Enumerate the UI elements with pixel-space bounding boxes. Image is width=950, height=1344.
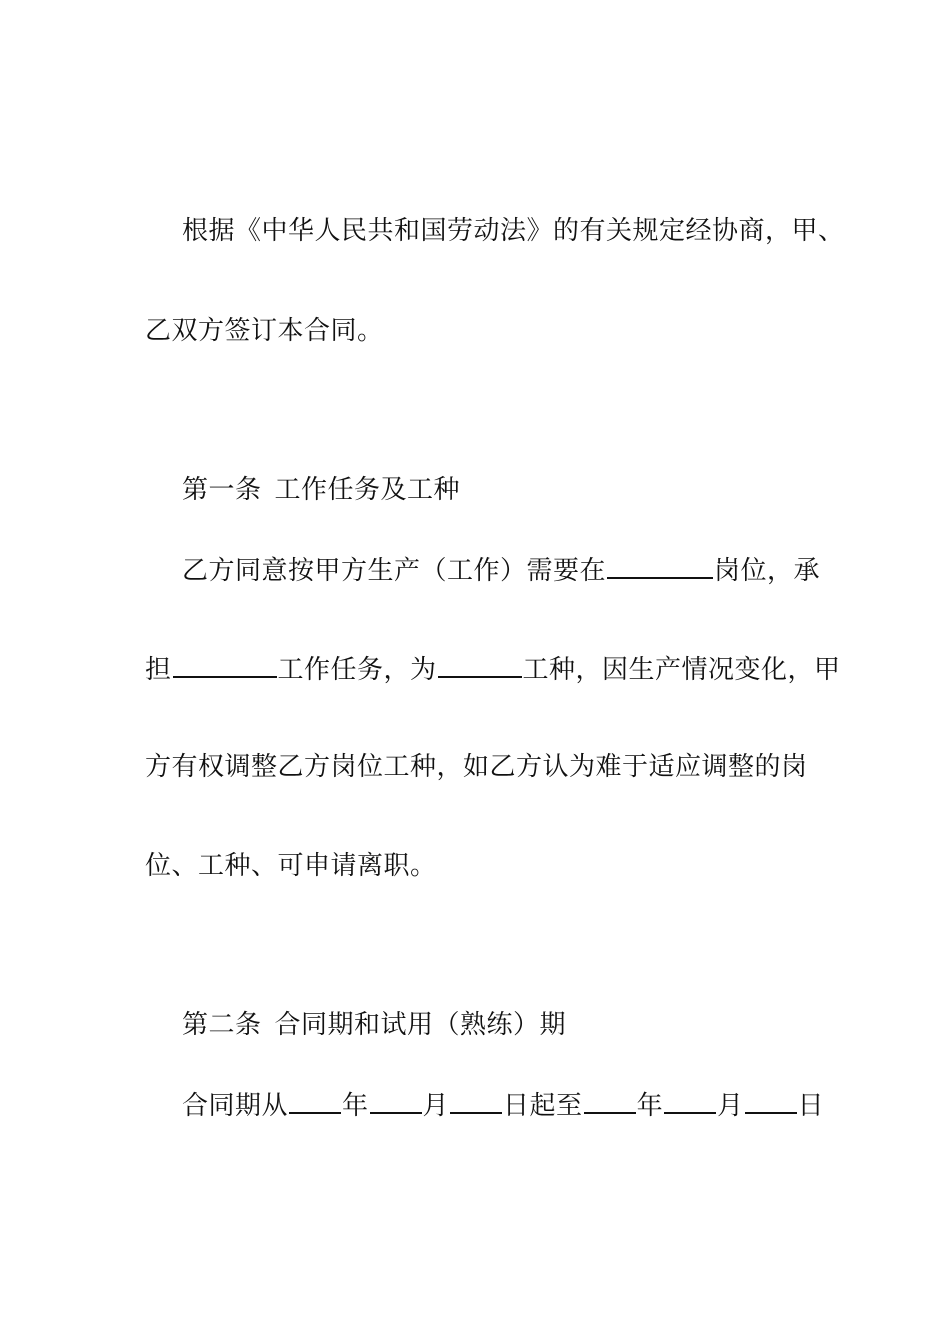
month-label: 月 [422,1091,450,1121]
day-from-label: 日起至 [503,1091,583,1121]
article1-text-2b: 工作任务，为 [277,655,437,685]
article1-text-2c: 工种，因生产情况变化，甲 [522,655,841,685]
year-label: 年 [342,1091,369,1121]
article2-number: 第二条 [182,1010,262,1040]
day-label: 日 [797,1091,825,1121]
article1-line-3 [145,750,808,784]
intro-line-2 [145,314,384,348]
intro-text-1: 根据《中华人民共和国劳动法》的有关规定经协商，甲、 [182,216,845,246]
article2-title: 合同期和试用（熟练）期 [274,1010,567,1040]
article1-line-1 [182,551,820,588]
month-label-2: 月 [717,1091,744,1121]
start-month-blank-field[interactable] [370,1086,422,1114]
start-day-blank-field[interactable] [450,1086,502,1114]
article1-number: 第一条 [182,475,262,505]
article1-title: 工作任务及工种 [274,475,461,505]
article1-text-4: 位、工种、可申请离职。 [145,851,437,881]
end-day-blank-field[interactable] [745,1086,797,1114]
year-label-2: 年 [636,1091,664,1121]
article1-heading [182,473,460,507]
article2-line-1 [182,1086,824,1123]
article1-line-4 [145,849,437,883]
contract-period-label: 合同期从 [182,1091,289,1121]
intro-text-2: 乙双方签订本合同。 [145,316,384,346]
end-month-blank-field[interactable] [664,1086,716,1114]
article1-line-2 [145,650,841,687]
job-type-blank-field[interactable] [438,650,522,678]
article1-text-1a: 乙方同意按甲方生产（工作）需要在 [182,556,607,586]
end-year-blank-field[interactable] [584,1086,636,1114]
article1-text-3: 方有权调整乙方岗位工种，如乙方认为难于适应调整的岗 [145,752,808,782]
article1-text-2a: 担 [145,655,172,685]
start-year-blank-field[interactable] [289,1086,341,1114]
article1-text-1b: 岗位，承 [714,556,821,586]
task-blank-field[interactable] [173,650,277,678]
intro-line-1 [182,214,845,248]
article2-heading [182,1008,566,1042]
position-blank-field[interactable] [607,551,713,579]
